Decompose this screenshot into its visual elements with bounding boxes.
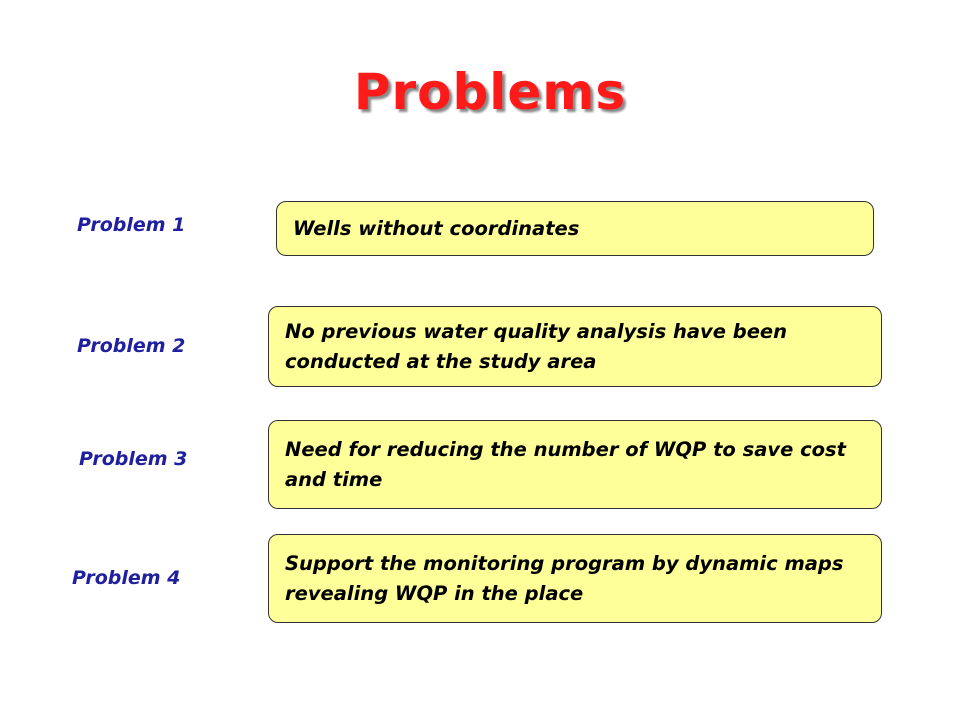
problem-box-1 (276, 201, 874, 256)
problem-label-2: Problem 2 (77, 335, 186, 357)
problem-label-1: Problem 1 (77, 214, 186, 236)
problem-box-2 (268, 306, 882, 387)
problem-label-4: Problem 4 (72, 567, 181, 589)
problem-box-4 (268, 534, 882, 623)
problem-text-2: No previous water quality analysis have been conducted at the study area (285, 319, 788, 373)
slide-title: Problems (353, 63, 627, 121)
problem-label-3: Problem 3 (79, 448, 188, 470)
problem-text-4: Support the monitoring program by dynamic maps revealing WQP in the place (285, 551, 844, 605)
problem-text-1: Wells without coordinates (293, 216, 580, 240)
problem-box-3 (268, 420, 882, 509)
problem-text-3: Need for reducing the number of WQP to save cost and time (285, 437, 846, 491)
